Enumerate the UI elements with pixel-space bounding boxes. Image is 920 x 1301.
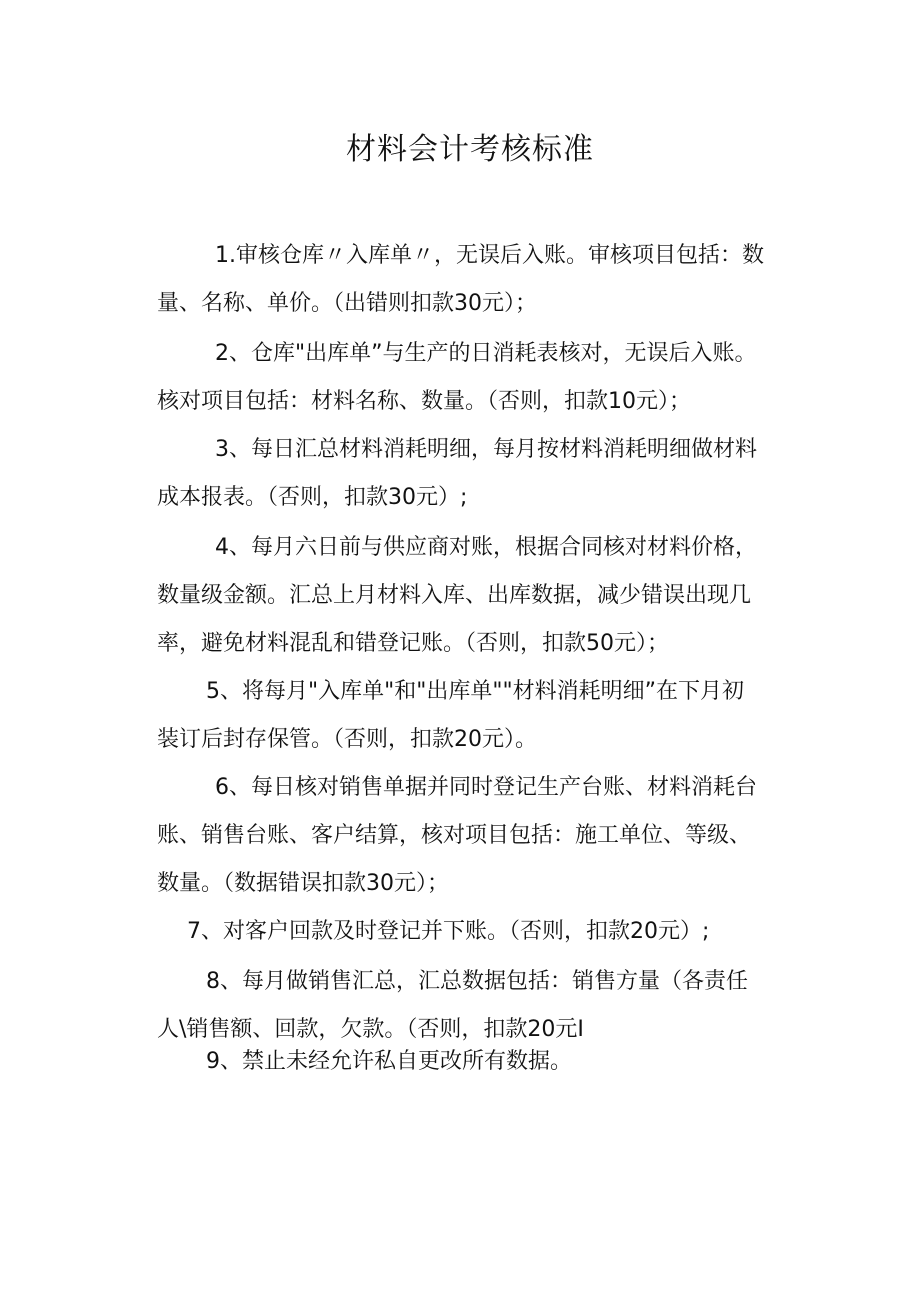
item-3-line-1: 3、每日汇总材料消耗明细，每月按材料消耗明细做材料 bbox=[215, 437, 757, 462]
item-2-line-2: 核对项目包括：材料名称、数量。（否则，扣款10元）； bbox=[157, 389, 691, 414]
item-2-line-1: 2、仓库"出库单”与生产的日消耗表核对，无误后入账。 bbox=[215, 341, 757, 366]
item-5-line-2: 装订后封存保管。（否则，扣款20元）。 bbox=[157, 727, 537, 752]
document-title: 材料会计考核标准 bbox=[346, 132, 594, 167]
item-1-line-1: 1.审核仓库〃入库单〃，无误后入账。审核项目包括：数 bbox=[215, 243, 764, 268]
item-4-line-3: 率，避免材料混乱和错登记账。（否则，扣款50元）； bbox=[157, 631, 669, 656]
item-6-line-2: 账、销售台账、客户结算，核对项目包括：施工单位、等级、 bbox=[157, 823, 752, 848]
item-1-line-2: 量、名称、单价。（出错则扣款30元）； bbox=[157, 291, 537, 316]
item-8-line-1: 8、每月做销售汇总，汇总数据包括：销售方量（各责任 bbox=[206, 969, 748, 994]
item-4-line-2: 数量级金额。汇总上月材料入库、出库数据，减少错误出现几 bbox=[157, 583, 752, 608]
item-7-line-1: 7、对客户回款及时登记并下账。（否则，扣款20元）; bbox=[187, 919, 710, 944]
item-6-line-3: 数量。（数据错误扣款30元）； bbox=[157, 871, 449, 896]
item-9-line-1: 9、禁止未经允许私自更改所有数据。 bbox=[206, 1049, 572, 1074]
item-3-line-2: 成本报表。（否则，扣款30元）; bbox=[157, 485, 468, 510]
item-8-line-2: 人\销售额、回款，欠款。（否则，扣款20元I bbox=[157, 1017, 584, 1042]
item-4-line-1: 4、每月六日前与供应商对账，根据合同核对材料价格， bbox=[215, 535, 757, 560]
item-6-line-1: 6、每日核对销售单据并同时登记生产台账、材料消耗台 bbox=[215, 775, 757, 800]
item-5-line-1: 5、将每月"入库单"和"出库单""材料消耗明细”在下月初 bbox=[206, 679, 744, 704]
